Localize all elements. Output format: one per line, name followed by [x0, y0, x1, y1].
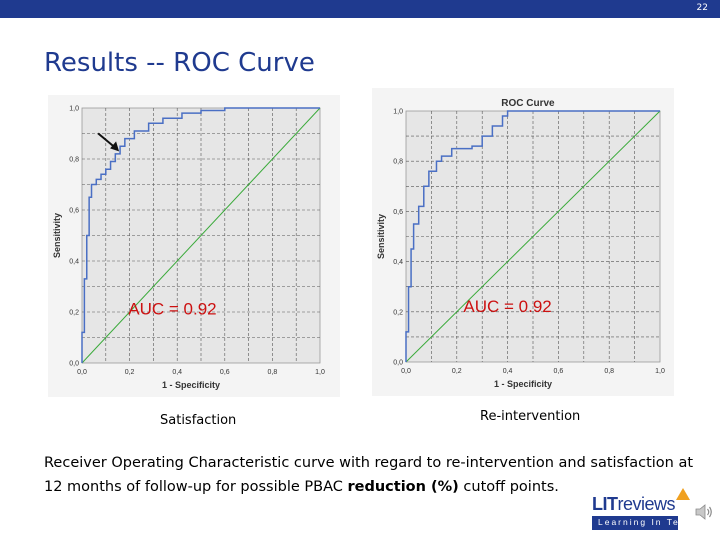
y-tick-label: 1,0 — [393, 108, 403, 116]
x-tick-label: 0,8 — [267, 369, 278, 376]
x-axis-label: 1 - Specificity — [493, 379, 553, 389]
logo-brand-b: reviews — [617, 494, 676, 514]
auc-label: AUC = 0.92 — [463, 296, 552, 316]
chart-caption-satisfaction: Satisfaction — [160, 413, 237, 428]
auc-label: AUC = 0.92 — [128, 299, 217, 319]
y-tick-label: 0,6 — [69, 207, 79, 215]
roc-chart-reintervention — [372, 88, 674, 396]
speaker-icon[interactable] — [694, 502, 714, 522]
y-tick-label: 0,8 — [393, 158, 403, 166]
description-part-bold: reduction (%) — [347, 479, 459, 495]
x-tick-label: 0,4 — [172, 369, 183, 376]
y-tick-label: 0,4 — [69, 258, 79, 266]
litreviews-logo — [592, 494, 688, 532]
x-tick-label: 0,6 — [553, 368, 564, 375]
x-tick-label: 0,2 — [451, 368, 462, 375]
logo-wordmark — [592, 494, 675, 515]
y-tick-label: 0,2 — [69, 309, 79, 317]
y-axis-label: Sensitivity — [376, 213, 386, 260]
x-tick-label: 0,0 — [77, 369, 87, 376]
page-number: 22 — [696, 3, 708, 13]
x-tick-label: 0,2 — [124, 369, 135, 376]
slide-title: Results -- ROC Curve — [44, 48, 315, 78]
x-tick-label: 0,0 — [401, 368, 411, 375]
y-tick-label: 1,0 — [69, 105, 79, 113]
x-tick-label: 1,0 — [655, 368, 665, 375]
description-part-1: Receiver Operating Characteristic curve with regard to re-intervention and satisfaction at 12 months of follow-up for possible PBAC — [44, 455, 694, 495]
description-part-3: cutoff points. — [458, 479, 559, 495]
chart-title: ROC Curve — [501, 98, 555, 109]
logo-tagline: Learning In Ten — [598, 517, 687, 527]
x-tick-label: 0,4 — [502, 368, 513, 375]
header-bar — [0, 0, 720, 18]
y-tick-label: 0,0 — [69, 360, 79, 368]
x-axis-label: 1 - Specificity — [161, 380, 221, 390]
chart-caption-reintervention: Re-intervention — [480, 409, 581, 424]
y-tick-label: 0,4 — [393, 259, 403, 267]
figure-description — [44, 451, 694, 499]
x-tick-label: 0,8 — [604, 368, 615, 375]
roc-chart-satisfaction — [48, 95, 340, 397]
graduation-cap-icon — [676, 488, 690, 500]
y-tick-label: 0,0 — [393, 359, 403, 367]
y-tick-label: 0,8 — [69, 156, 79, 164]
y-tick-label: 0,2 — [393, 309, 403, 317]
logo-brand-a: LIT — [592, 494, 618, 514]
x-tick-label: 0,6 — [219, 369, 230, 376]
y-axis-label: Sensitivity — [52, 212, 62, 259]
x-tick-label: 1,0 — [315, 369, 325, 376]
y-tick-label: 0,6 — [393, 208, 403, 216]
